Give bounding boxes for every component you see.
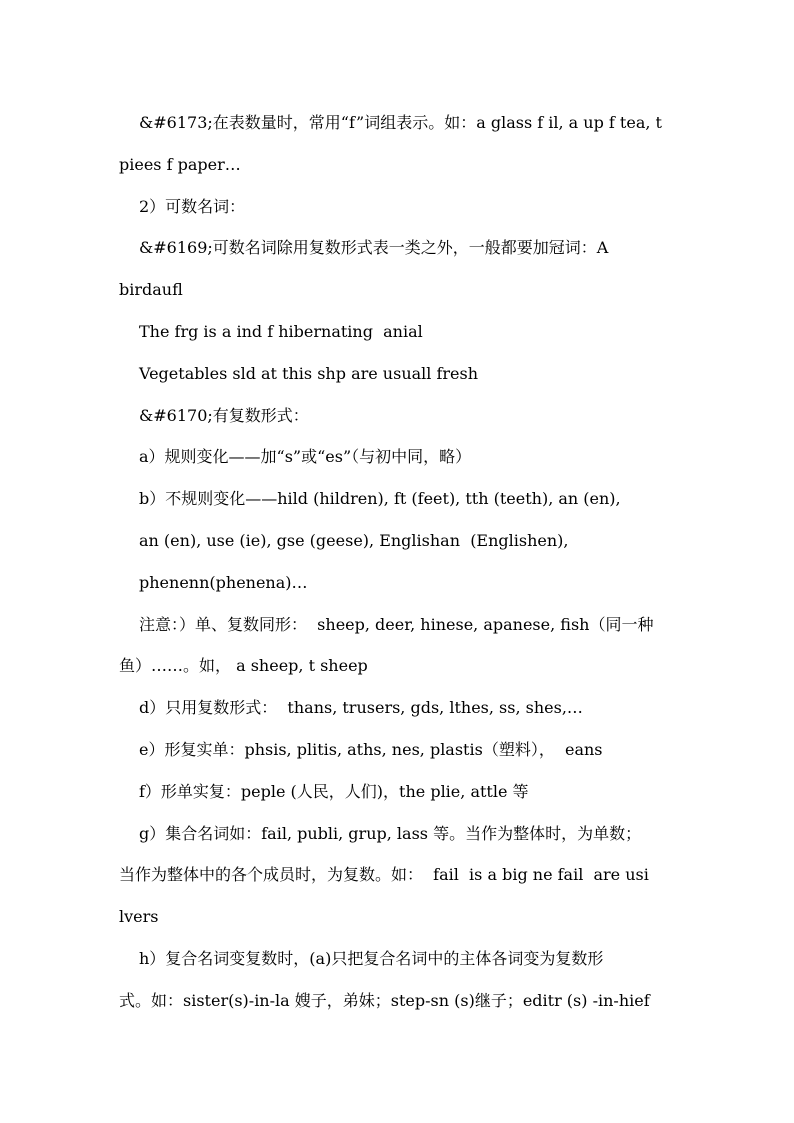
text-line: d）只用复数形式： thans, trusers, gds, lthes, ss, shes,…	[139, 698, 583, 718]
text-line: birdaufl	[119, 280, 183, 300]
text-line: phenenn(phenena)…	[139, 572, 308, 592]
text-line: b）不规则变化——hild (hildren), ft (feet), tth (teeth), an (en),	[139, 489, 621, 509]
text-line: an (en), use (ie), gse (geese), Englishan (Englishen),	[139, 530, 569, 550]
text-line: e）形复实单：phsis, plitis, aths, nes, plastis（塑料）， eans	[139, 739, 603, 759]
text-line: lvers	[119, 907, 159, 927]
text-line: piees f paper…	[119, 154, 241, 174]
text-line: Vegetables sld at this shp are usuall fresh	[139, 363, 479, 383]
text-line: &#6173;在表数量时，常用“f”词组表示。如：a glass f il, a up f tea, t	[139, 113, 662, 132]
text-line: 当作为整体中的各个成员时，为复数。如： fail is a big ne fail are usi	[119, 865, 649, 885]
document-body	[119, 102, 676, 1022]
text-line: a）规则变化——加“s”或“es”（与初中同，略）	[139, 447, 472, 467]
text-line: g）集合名词如：fail, publi, grup, lass 等。当作为整体时，为单数；	[139, 823, 642, 843]
text-line: &#6170;有复数形式：	[139, 405, 309, 425]
text-line: 鱼）……。如， a sheep, t sheep	[119, 656, 368, 676]
text-line: 2）可数名词：	[139, 196, 246, 216]
text-line: &#6169;可数名词除用复数形式表一类之外，一般都要加冠词：A	[139, 238, 609, 258]
text-line: 式。如：sister(s)-in-la 嫂子，弟妹；step-sn (s)继子；editr (s) -in-hief	[119, 990, 650, 1010]
text-line: 注意：）单、复数同形： sheep, deer, hinese, apanese, fish（同一种	[139, 614, 654, 634]
text-line: h）复合名词变复数时，(a)只把复合名词中的主体各词变为复数形	[139, 948, 604, 968]
text-line: The frg is a ind f hibernating anial	[139, 321, 423, 341]
text-line: f）形单实复：peple (人民，人们)，the plie, attle 等	[139, 781, 529, 801]
